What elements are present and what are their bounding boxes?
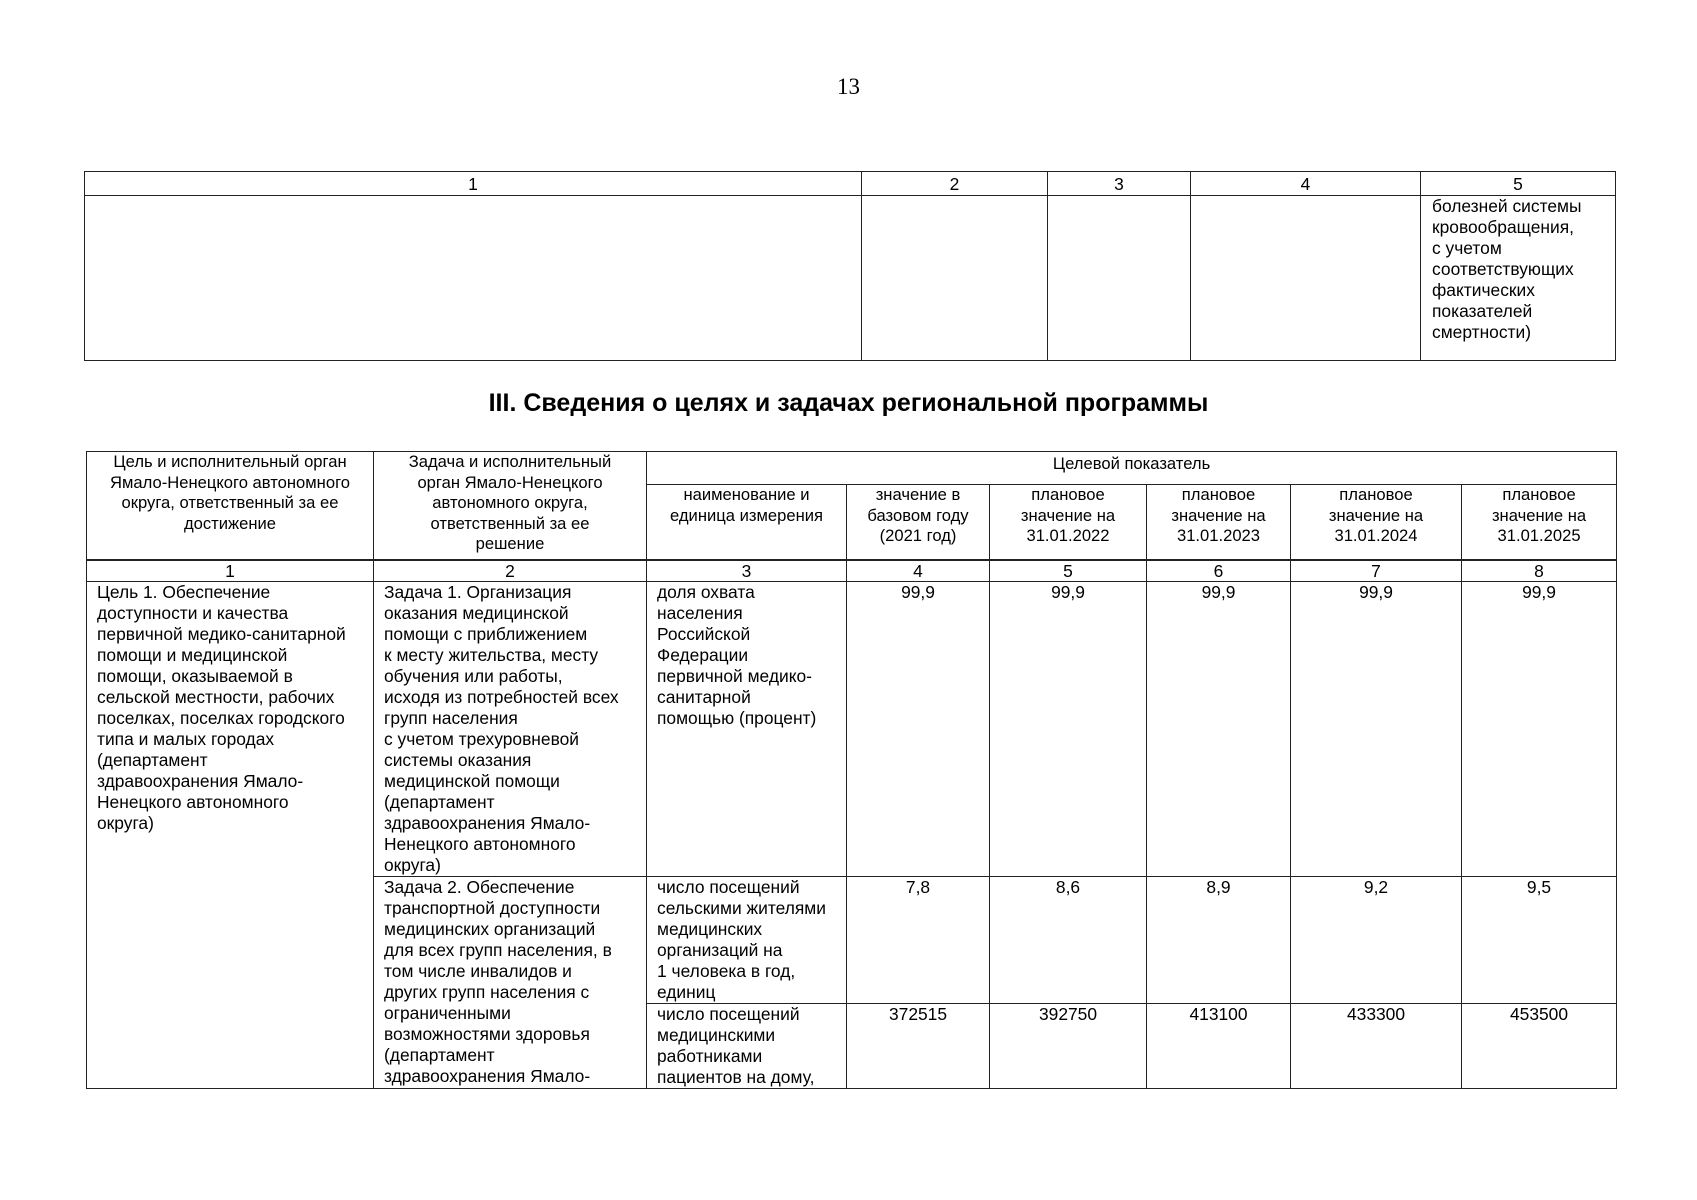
continued-text-cell: болезней системы кровообращения, с учетом соответствующих фактических показателей смертности) [1421, 196, 1616, 361]
indicator-value-cell: 433300 [1291, 1004, 1462, 1089]
plan-2025-header: плановое значение на 31.01.2025 [1462, 485, 1617, 561]
column-number-row [87, 560, 1617, 582]
column-number: 3 [647, 560, 847, 582]
indicator-value-cell: 99,9 [1462, 582, 1617, 877]
column-number: 6 [1147, 560, 1291, 582]
task-cell: Задача 2. Обеспечение транспортной доступности медицинских организаций для всех групп населения, в том числе инвалидов и других групп населения с ограниченными возможностями здоровья (департамент здравоохранения Ямало- [374, 877, 647, 1089]
column-number: 8 [1462, 560, 1617, 582]
indicator-value-cell: 453500 [1462, 1004, 1617, 1089]
indicator-name-cell: число посещений сельскими жителями медицинских организаций на 1 человека в год, единиц [647, 877, 847, 1004]
continuation-table [84, 171, 1616, 361]
indicator-value-cell: 99,9 [1291, 582, 1462, 877]
plan-2022-header: плановое значение на 31.01.2022 [990, 485, 1147, 561]
table-row [85, 196, 1616, 361]
goal-cell: Цель 1. Обеспечение доступности и качества первичной медико-санитарной помощи и медицинской помощи, оказываемой в сельской местности, рабочих поселках, поселках городского типа и малых городах (департамент здравоохранения Ямало- Ненецкого автономного округа) [87, 582, 374, 1089]
column-number-row [85, 172, 1616, 196]
column-number: 7 [1291, 560, 1462, 582]
plan-2023-header: плановое значение на 31.01.2023 [1147, 485, 1291, 561]
column-number: 4 [1191, 172, 1421, 196]
goals-table-body [86, 559, 1617, 1089]
indicator-value-cell: 99,9 [847, 582, 990, 877]
column-number: 4 [847, 560, 990, 582]
indicator-name-cell: доля охвата населения Российской Федерации первичной медико- санитарной помощью (процент) [647, 582, 847, 877]
goal-header: Цель и исполнительный орган Ямало-Ненецкого автономного округа, ответственный за ее достижение [87, 452, 374, 561]
empty-cell [1048, 196, 1191, 361]
column-number: 3 [1048, 172, 1191, 196]
indicator-value-cell: 392750 [990, 1004, 1147, 1089]
indicator-name-cell: число посещений медицинскими работниками пациентов на дому, [647, 1004, 847, 1089]
indicator-name-header: наименование и единица измерения [647, 485, 847, 561]
empty-cell [1191, 196, 1421, 361]
indicator-value-cell: 8,6 [990, 877, 1147, 1004]
indicator-value-cell: 99,9 [1147, 582, 1291, 877]
table-row [87, 582, 1617, 877]
column-number: 2 [862, 172, 1048, 196]
task-header: Задача и исполнительный орган Ямало-Ненецкого автономного округа, ответственный за ее решение [374, 452, 647, 561]
indicator-value-cell: 9,5 [1462, 877, 1617, 1004]
indicator-value-cell: 413100 [1147, 1004, 1291, 1089]
empty-cell [862, 196, 1048, 361]
column-number: 5 [1421, 172, 1616, 196]
indicator-value-cell: 9,2 [1291, 877, 1462, 1004]
indicator-value-cell: 7,8 [847, 877, 990, 1004]
page-number: 13 [837, 74, 860, 99]
column-number: 2 [374, 560, 647, 582]
section-title: III. Сведения о целях и задачах региональной программы [488, 389, 1209, 417]
base-year-value-header: значение в базовом году (2021 год) [847, 485, 990, 561]
indicator-value-cell: 372515 [847, 1004, 990, 1089]
target-indicator-header: Целевой показатель [647, 452, 1617, 485]
task-cell: Задача 1. Организация оказания медицинской помощи с приближением к месту жительства, месту обучения или работы, исходя из потребностей всех групп населения с учетом трехуровневой системы оказания медицинской помощи (департамент здравоохранения Ямало- Ненецкого автономного округа) [374, 582, 647, 877]
plan-2024-header: плановое значение на 31.01.2024 [1291, 485, 1462, 561]
empty-cell [85, 196, 862, 361]
column-number: 1 [85, 172, 862, 196]
column-number: 5 [990, 560, 1147, 582]
column-number: 1 [87, 560, 374, 582]
indicator-value-cell: 8,9 [1147, 877, 1291, 1004]
goals-table-header [86, 451, 1617, 561]
indicator-value-cell: 99,9 [990, 582, 1147, 877]
